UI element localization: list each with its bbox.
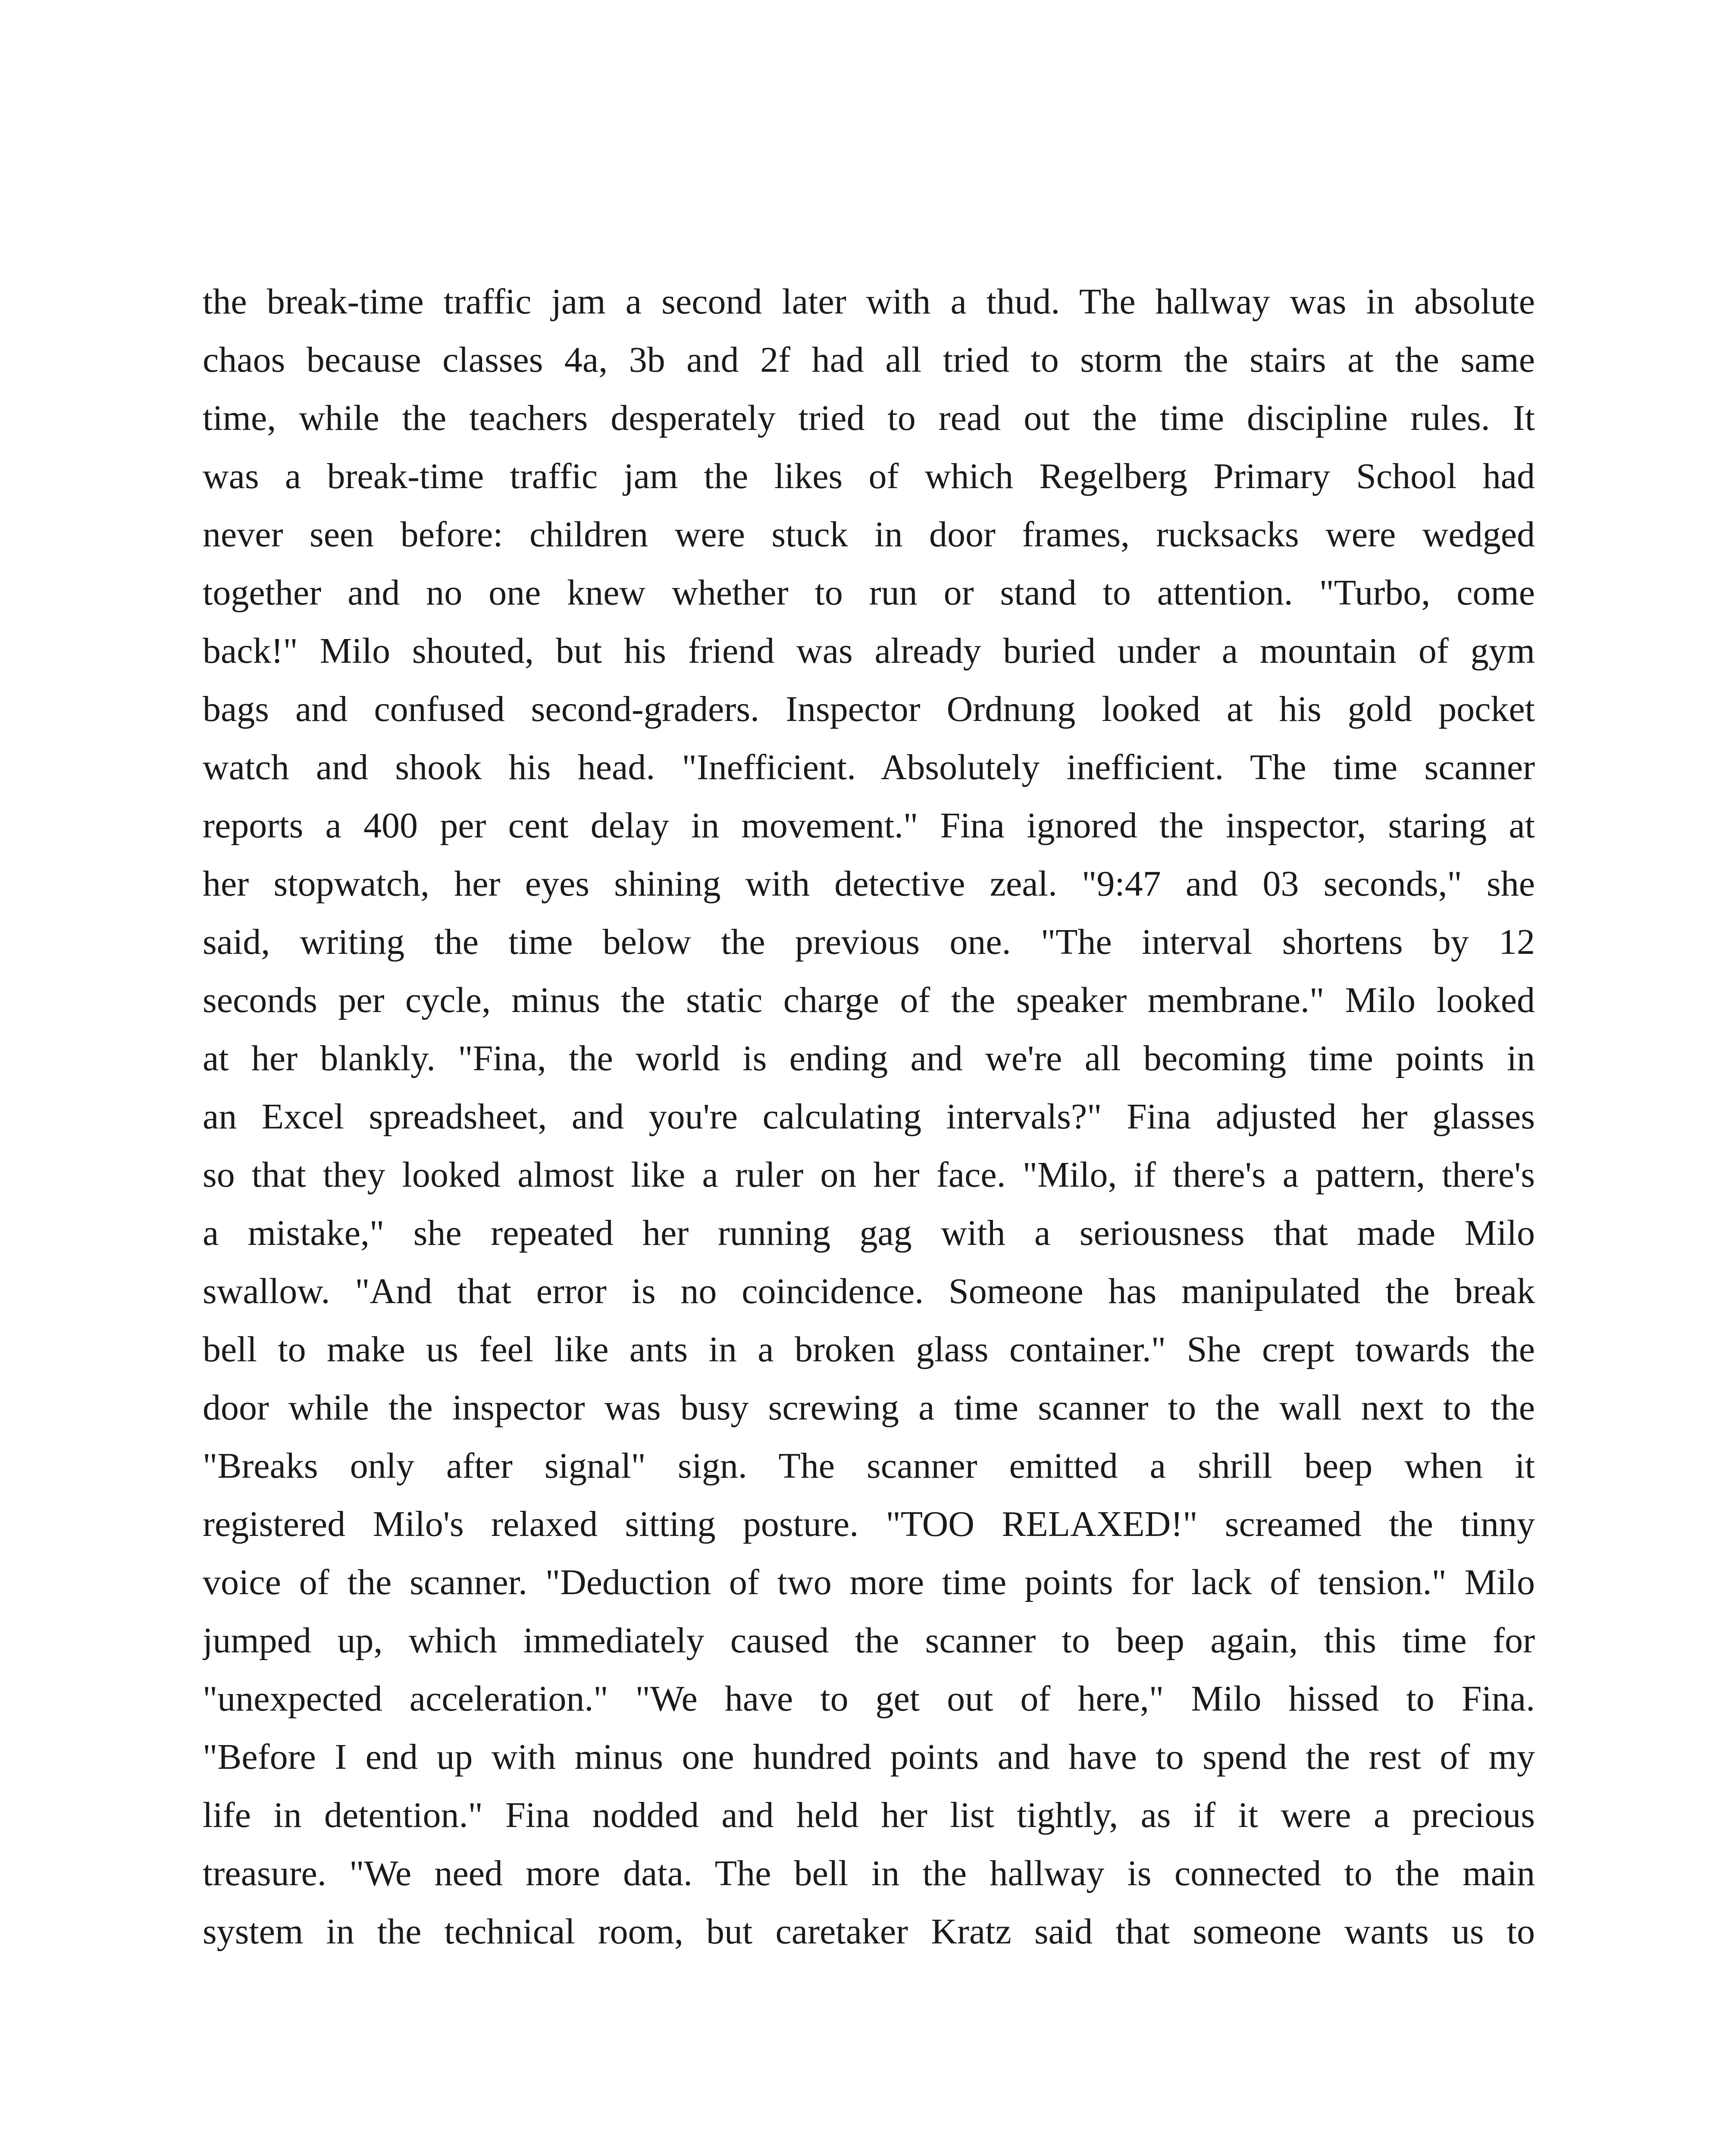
text-line: a mistake," she repeated her running gag with a seriousness that made Milo (203, 1213, 1535, 1253)
text-line: chaos because classes 4a, 3b and 2f had all tried to storm the stairs at the same (203, 340, 1535, 380)
text-line: registered Milo's relaxed sitting posture. "TOO RELAXED!" screamed the tinny (203, 1504, 1535, 1544)
text-line: said, writing the time below the previous one. "The interval shortens by 12 (203, 922, 1535, 962)
text-line: at her blankly. "Fina, the world is ending and we're all becoming time points in (203, 1038, 1535, 1078)
text-line: an Excel spreadsheet, and you're calculating intervals?" Fina adjusted her glasses (203, 1097, 1535, 1137)
text-line: swallow. "And that error is no coincidence. Someone has manipulated the break (203, 1271, 1535, 1311)
text-line: bell to make us feel like ants in a broken glass container." She crept towards the (203, 1329, 1535, 1369)
text-line: "Before I end up with minus one hundred points and have to spend the rest of my (203, 1737, 1535, 1777)
text-line: "Breaks only after signal" sign. The scanner emitted a shrill beep when it (203, 1446, 1535, 1486)
text-line: reports a 400 per cent delay in movement." Fina ignored the inspector, staring at (203, 805, 1535, 846)
text-line: "unexpected acceleration." "We have to get out of here," Milo hissed to Fina. (203, 1679, 1535, 1719)
text-line: the break-time traffic jam a second later with a thud. The hallway was in absolute (203, 282, 1535, 322)
text-line: time, while the teachers desperately tried to read out the time discipline rules. It (203, 398, 1535, 438)
text-line: voice of the scanner. "Deduction of two more time points for lack of tension." Milo (203, 1562, 1535, 1602)
text-line: treasure. "We need more data. The bell in the hallway is connected to the main (203, 1853, 1535, 1893)
text-line: never seen before: children were stuck in door frames, rucksacks were wedged (203, 514, 1535, 555)
text-line: together and no one knew whether to run or stand to attention. "Turbo, come (203, 573, 1535, 613)
text-line: seconds per cycle, minus the static charge of the speaker membrane." Milo looked (203, 980, 1535, 1020)
text-line: watch and shook his head. "Inefficient. Absolutely inefficient. The time scanner (203, 747, 1535, 787)
text-line: was a break-time traffic jam the likes of which Regelberg Primary School had (203, 456, 1535, 496)
text-line: so that they looked almost like a ruler on her face. "Milo, if there's a pattern, there's (203, 1155, 1535, 1195)
text-line: bags and confused second-graders. Inspector Ordnung looked at his gold pocket (203, 689, 1535, 729)
text-line: life in detention." Fina nodded and held her list tightly, as if it were a precious (203, 1795, 1535, 1835)
text-line: back!" Milo shouted, but his friend was already buried under a mountain of gym (203, 631, 1535, 671)
text-line: door while the inspector was busy screwing a time scanner to the wall next to the (203, 1388, 1535, 1428)
text-line: jumped up, which immediately caused the scanner to beep again, this time for (203, 1620, 1535, 1661)
text-line: system in the technical room, but caretaker Kratz said that someone wants us to (203, 1912, 1535, 1952)
text-line: her stopwatch, her eyes shining with detective zeal. "9:47 and 03 seconds," she (203, 864, 1535, 904)
body-text (203, 273, 1535, 1961)
